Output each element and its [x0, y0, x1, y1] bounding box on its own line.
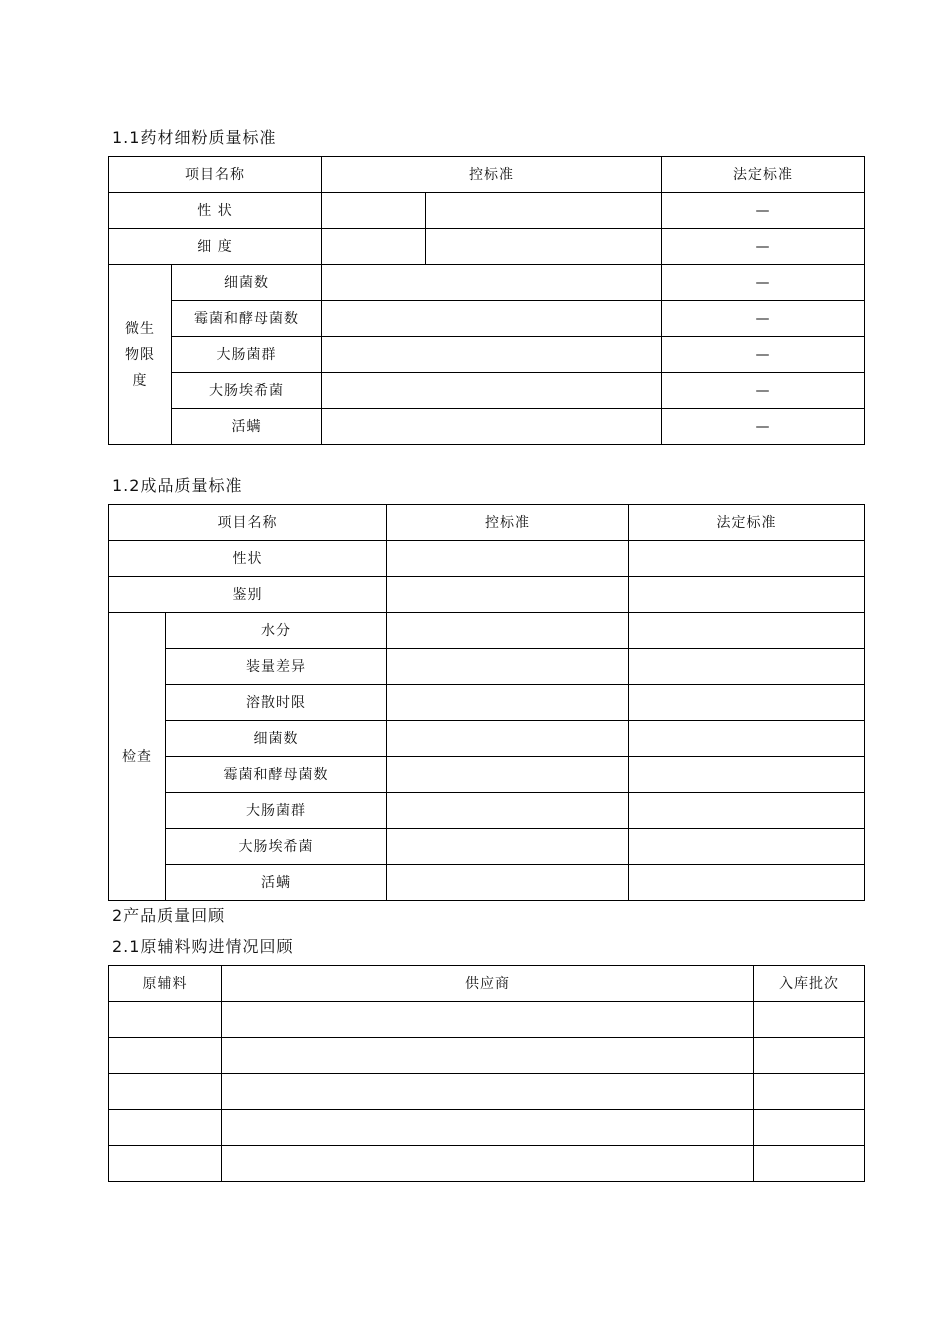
row-control-cell-a: [322, 193, 426, 229]
table-row: [109, 1110, 865, 1146]
table-row: [109, 829, 865, 865]
cell-batches: [754, 1074, 865, 1110]
table-header-row: [109, 505, 865, 541]
row-legal: —: [662, 265, 865, 301]
row-name: 大肠埃希菌: [166, 829, 387, 865]
row-legal: —: [662, 193, 865, 229]
row-control: [387, 865, 629, 901]
row-legal: —: [662, 409, 865, 445]
row-name: 细菌数: [172, 265, 322, 301]
row-legal: [629, 865, 865, 901]
header-supplier: 供应商: [222, 966, 754, 1002]
row-legal: [629, 577, 865, 613]
row-legal: —: [662, 373, 865, 409]
table-row: [109, 1146, 865, 1182]
table-row: [109, 757, 865, 793]
row-control: [322, 337, 662, 373]
row-legal: —: [662, 229, 865, 265]
row-name: 细 度: [109, 229, 322, 265]
table-row: [109, 1074, 865, 1110]
table-row: [109, 1038, 865, 1074]
row-control: [387, 649, 629, 685]
row-name: 性状: [109, 541, 387, 577]
finished-product-standard-table: [108, 504, 865, 901]
table-row: [109, 577, 865, 613]
cell-material: [109, 1074, 222, 1110]
cell-supplier: [222, 1038, 754, 1074]
cell-material: [109, 1146, 222, 1182]
row-legal: —: [662, 337, 865, 373]
row-legal: [629, 829, 865, 865]
row-legal: [629, 685, 865, 721]
row-name: 装量差异: [166, 649, 387, 685]
row-control: [387, 829, 629, 865]
row-control: [387, 685, 629, 721]
row-name: 霉菌和酵母菌数: [166, 757, 387, 793]
row-control: [322, 373, 662, 409]
table-row: [109, 409, 865, 445]
row-control: [387, 577, 629, 613]
header-control-standard: 控标准: [322, 157, 662, 193]
section-1-2-title: 1.2成品质量标准: [112, 476, 243, 495]
table-row: [109, 649, 865, 685]
cell-material: [109, 1002, 222, 1038]
header-control-standard: 控标准: [387, 505, 629, 541]
table-row: [109, 373, 865, 409]
row-name: 活螨: [172, 409, 322, 445]
row-control: [322, 301, 662, 337]
herb-powder-standard-table: [108, 156, 865, 445]
row-name: 大肠菌群: [172, 337, 322, 373]
cell-supplier: [222, 1110, 754, 1146]
table-row: [109, 301, 865, 337]
cell-material: [109, 1038, 222, 1074]
table-row: [109, 721, 865, 757]
table-row: [109, 337, 865, 373]
row-legal: [629, 793, 865, 829]
table-row: [109, 193, 865, 229]
header-item-name: 项目名称: [109, 505, 387, 541]
row-control: [387, 721, 629, 757]
table-row: [109, 685, 865, 721]
microbial-limit-label: [109, 265, 172, 445]
cell-batches: [754, 1110, 865, 1146]
row-legal: [629, 757, 865, 793]
row-control: [322, 409, 662, 445]
section-2-title: 2产品质量回顾: [112, 906, 226, 925]
row-legal: —: [662, 301, 865, 337]
row-control: [387, 757, 629, 793]
table-row: [109, 265, 865, 301]
cell-supplier: [222, 1002, 754, 1038]
label-line: 微生: [125, 320, 155, 337]
cell-material: [109, 1110, 222, 1146]
check-group-label: 检查: [109, 613, 166, 901]
row-legal: [629, 721, 865, 757]
row-legal: [629, 541, 865, 577]
cell-batches: [754, 1002, 865, 1038]
table-row: [109, 541, 865, 577]
cell-batches: [754, 1038, 865, 1074]
row-control-cell-a: [322, 229, 426, 265]
section-1-1-title: 1.1药材细粉质量标准: [112, 128, 277, 147]
label-line: 物限: [125, 346, 155, 363]
row-name: 大肠埃希菌: [172, 373, 322, 409]
row-control: [322, 265, 662, 301]
row-name: 鉴别: [109, 577, 387, 613]
row-name: 细菌数: [166, 721, 387, 757]
header-inbound-batches: 入库批次: [754, 966, 865, 1002]
row-name: 性 状: [109, 193, 322, 229]
cell-batches: [754, 1146, 865, 1182]
row-name: 水分: [166, 613, 387, 649]
table-row: [109, 865, 865, 901]
row-control-cell-b: [426, 193, 662, 229]
label-line: 度: [132, 372, 148, 389]
cell-supplier: [222, 1074, 754, 1110]
header-item-name: 项目名称: [109, 157, 322, 193]
row-control: [387, 541, 629, 577]
row-name: 霉菌和酵母菌数: [172, 301, 322, 337]
header-raw-material: 原辅料: [109, 966, 222, 1002]
header-legal-standard: 法定标准: [662, 157, 865, 193]
section-2-1-title: 2.1原辅料购进情况回顾: [112, 937, 294, 956]
header-legal-standard: 法定标准: [629, 505, 865, 541]
table-row: [109, 229, 865, 265]
row-control: [387, 793, 629, 829]
row-name: 溶散时限: [166, 685, 387, 721]
table-row: [109, 1002, 865, 1038]
raw-material-purchase-table: [108, 965, 865, 1182]
row-legal: [629, 613, 865, 649]
row-legal: [629, 649, 865, 685]
table-row: [109, 793, 865, 829]
row-control-cell-b: [426, 229, 662, 265]
row-name: 大肠菌群: [166, 793, 387, 829]
table-header-row: [109, 966, 865, 1002]
cell-supplier: [222, 1146, 754, 1182]
table-header-row: [109, 157, 865, 193]
table-row: [109, 613, 865, 649]
row-control: [387, 613, 629, 649]
row-name: 活螨: [166, 865, 387, 901]
